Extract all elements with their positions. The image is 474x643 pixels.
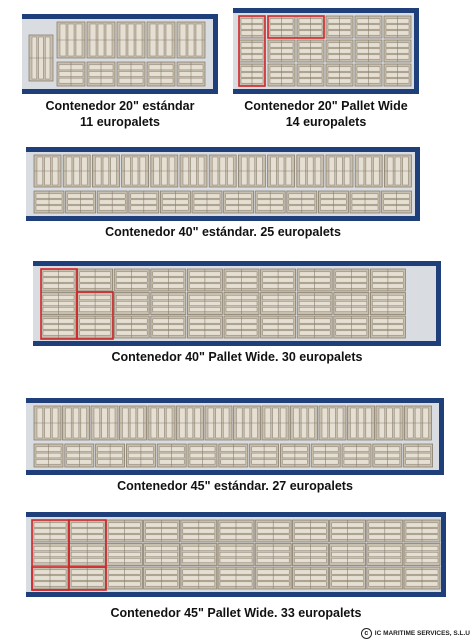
pallet bbox=[367, 567, 403, 589]
container-wall bbox=[233, 8, 419, 13]
pallet bbox=[404, 544, 440, 566]
pallet bbox=[224, 293, 259, 315]
container-20-pallet-wide bbox=[233, 8, 419, 94]
pallet bbox=[96, 444, 125, 467]
container-wall bbox=[414, 8, 419, 94]
pallet bbox=[404, 567, 440, 589]
pallet bbox=[177, 22, 205, 58]
pallet bbox=[330, 544, 366, 566]
pallet bbox=[255, 567, 291, 589]
caption-45-standard-title: Contenedor 45" estándar. 27 europalets bbox=[117, 479, 353, 493]
pallet bbox=[181, 567, 217, 589]
pallet bbox=[188, 444, 217, 467]
pallet bbox=[34, 191, 64, 213]
pallet bbox=[41, 269, 76, 291]
container-wall bbox=[439, 398, 444, 475]
caption-20-standard bbox=[22, 98, 218, 130]
caption-45-wide-title: Contenedor 45" Pallet Wide. 33 europalets bbox=[110, 606, 362, 620]
pallet bbox=[384, 16, 411, 38]
pallet bbox=[32, 544, 68, 566]
pallet bbox=[224, 269, 259, 291]
pallet bbox=[370, 269, 405, 291]
pallet bbox=[297, 16, 324, 38]
pallet bbox=[382, 191, 412, 213]
pallet bbox=[144, 567, 180, 589]
pallet bbox=[122, 155, 149, 187]
pallet bbox=[292, 567, 328, 589]
pallet bbox=[91, 406, 118, 440]
pallet bbox=[239, 16, 265, 38]
pallet bbox=[239, 40, 265, 62]
pallet bbox=[69, 567, 105, 589]
pallet bbox=[261, 293, 296, 315]
pallet bbox=[297, 269, 332, 291]
pallet bbox=[151, 293, 186, 315]
pallet bbox=[117, 22, 145, 58]
pallet bbox=[326, 40, 353, 62]
pallet bbox=[326, 16, 353, 38]
pallet bbox=[29, 35, 53, 81]
pallet bbox=[367, 544, 403, 566]
pallet bbox=[157, 444, 186, 467]
pallet bbox=[57, 62, 85, 86]
pallet bbox=[261, 316, 296, 338]
pallet bbox=[404, 444, 433, 467]
pallet bbox=[218, 567, 254, 589]
pallet bbox=[367, 520, 403, 542]
pallet bbox=[297, 155, 324, 187]
pallet bbox=[87, 62, 115, 86]
pallet bbox=[239, 64, 265, 86]
pallet bbox=[34, 155, 61, 187]
pallet bbox=[187, 293, 222, 315]
pallet bbox=[218, 544, 254, 566]
pallet bbox=[255, 544, 291, 566]
pallet bbox=[384, 155, 411, 187]
pallet bbox=[326, 64, 353, 86]
pallet bbox=[160, 191, 190, 213]
pallet bbox=[114, 293, 149, 315]
pallet bbox=[326, 155, 353, 187]
container-wall bbox=[22, 89, 218, 94]
container-wall bbox=[26, 592, 446, 597]
pallet bbox=[66, 191, 96, 213]
pallet bbox=[120, 406, 147, 440]
caption-20-pallet-wide bbox=[233, 98, 419, 130]
caption-40-pallet-wide bbox=[33, 349, 441, 365]
pallet bbox=[78, 269, 113, 291]
pallet bbox=[148, 406, 175, 440]
pallet bbox=[297, 64, 324, 86]
container-wall bbox=[436, 261, 441, 346]
container-wall bbox=[26, 470, 444, 475]
container-wall bbox=[22, 14, 218, 19]
pallet bbox=[34, 406, 61, 440]
pallet bbox=[224, 191, 254, 213]
pallet bbox=[63, 155, 90, 187]
pallet bbox=[147, 62, 175, 86]
pallet bbox=[117, 62, 145, 86]
pallet bbox=[32, 567, 68, 589]
pallet bbox=[280, 444, 309, 467]
pallet bbox=[268, 64, 295, 86]
container-wall bbox=[33, 261, 441, 266]
pallet bbox=[348, 406, 375, 440]
pallet bbox=[287, 191, 317, 213]
pallet bbox=[297, 316, 332, 338]
container-wall bbox=[415, 147, 420, 221]
pallet bbox=[330, 567, 366, 589]
pallet bbox=[181, 520, 217, 542]
copyright-notice bbox=[361, 628, 470, 639]
caption-20-standard-count: 11 europalets bbox=[80, 115, 160, 129]
pallet bbox=[355, 40, 382, 62]
pallet bbox=[319, 406, 346, 440]
pallet bbox=[291, 406, 318, 440]
pallet bbox=[373, 444, 402, 467]
pallet bbox=[65, 444, 94, 467]
pallet bbox=[255, 191, 285, 213]
container-40-standard bbox=[26, 147, 420, 221]
pallet bbox=[32, 520, 68, 542]
pallet bbox=[355, 16, 382, 38]
pallet bbox=[114, 316, 149, 338]
pallet bbox=[92, 155, 119, 187]
container-wall bbox=[441, 512, 446, 597]
pallet bbox=[218, 520, 254, 542]
pallet bbox=[261, 269, 296, 291]
pallet bbox=[41, 316, 76, 338]
pallet bbox=[330, 520, 366, 542]
pallet bbox=[268, 155, 295, 187]
caption-40-wide-title: Contenedor 40" Pallet Wide. 30 europalets bbox=[111, 350, 363, 364]
container-40-pallet-wide bbox=[33, 261, 441, 346]
pallet bbox=[355, 64, 382, 86]
container-wall bbox=[26, 147, 420, 152]
pallet bbox=[187, 269, 222, 291]
pallet bbox=[177, 406, 204, 440]
pallet bbox=[57, 22, 85, 58]
pallet bbox=[41, 293, 76, 315]
container-20-standard bbox=[22, 14, 218, 94]
pallet bbox=[209, 155, 236, 187]
pallet bbox=[78, 316, 113, 338]
container-wall bbox=[33, 341, 441, 346]
pallet bbox=[69, 544, 105, 566]
pallet bbox=[147, 22, 175, 58]
pallet bbox=[334, 316, 369, 338]
caption-20-wide-count: 14 europalets bbox=[285, 115, 367, 129]
pallet bbox=[69, 520, 105, 542]
pallet bbox=[318, 191, 348, 213]
pallet bbox=[63, 406, 90, 440]
pallet bbox=[255, 520, 291, 542]
pallet bbox=[250, 444, 279, 467]
pallet bbox=[334, 293, 369, 315]
pallet bbox=[106, 567, 142, 589]
container-45-standard bbox=[26, 398, 444, 475]
pallet bbox=[238, 155, 265, 187]
pallet bbox=[384, 64, 411, 86]
pallet bbox=[342, 444, 371, 467]
pallet bbox=[224, 316, 259, 338]
pallet bbox=[292, 544, 328, 566]
pallet bbox=[144, 544, 180, 566]
pallet bbox=[234, 406, 261, 440]
pallet bbox=[106, 520, 142, 542]
caption-45-pallet-wide bbox=[26, 605, 446, 621]
caption-20-wide-title: Contenedor 20" Pallet Wide bbox=[244, 99, 408, 113]
pallet bbox=[292, 520, 328, 542]
pallet bbox=[151, 155, 178, 187]
pallet bbox=[151, 316, 186, 338]
pallet bbox=[355, 155, 382, 187]
caption-45-standard bbox=[26, 478, 444, 494]
pallet bbox=[297, 40, 324, 62]
pallet bbox=[34, 444, 63, 467]
caption-40-standard bbox=[26, 224, 420, 240]
pallet bbox=[404, 520, 440, 542]
pallet bbox=[106, 544, 142, 566]
pallet bbox=[192, 191, 222, 213]
pallet bbox=[180, 155, 207, 187]
pallet bbox=[384, 40, 411, 62]
pallet bbox=[370, 293, 405, 315]
copyright-text: IC MARITIME SERVICES, S.L.U bbox=[374, 630, 470, 637]
pallet bbox=[78, 293, 113, 315]
pallet bbox=[205, 406, 232, 440]
container-wall bbox=[26, 398, 444, 403]
container-wall bbox=[233, 89, 419, 94]
pallet bbox=[177, 62, 205, 86]
caption-20-standard-title: Contenedor 20" estándar bbox=[45, 99, 195, 113]
pallet bbox=[219, 444, 248, 467]
pallet bbox=[262, 406, 289, 440]
caption-40-standard-title: Contenedor 40" estándar. 25 europalets bbox=[105, 225, 341, 239]
pallet bbox=[350, 191, 380, 213]
pallet bbox=[311, 444, 340, 467]
pallet bbox=[151, 269, 186, 291]
pallet bbox=[370, 316, 405, 338]
pallet bbox=[181, 544, 217, 566]
pallet bbox=[297, 293, 332, 315]
container-wall bbox=[26, 512, 446, 517]
pallet bbox=[405, 406, 432, 440]
pallet bbox=[126, 444, 155, 467]
pallet bbox=[97, 191, 127, 213]
container-wall bbox=[213, 14, 218, 94]
pallet bbox=[114, 269, 149, 291]
pallet bbox=[187, 316, 222, 338]
container-wall bbox=[26, 216, 420, 221]
pallet bbox=[334, 269, 369, 291]
pallet bbox=[144, 520, 180, 542]
copyright-icon: c bbox=[361, 628, 372, 639]
pallet bbox=[268, 16, 295, 38]
pallet bbox=[376, 406, 403, 440]
pallet bbox=[87, 22, 115, 58]
pallet bbox=[268, 40, 295, 62]
pallet bbox=[129, 191, 159, 213]
container-45-pallet-wide bbox=[26, 512, 446, 597]
